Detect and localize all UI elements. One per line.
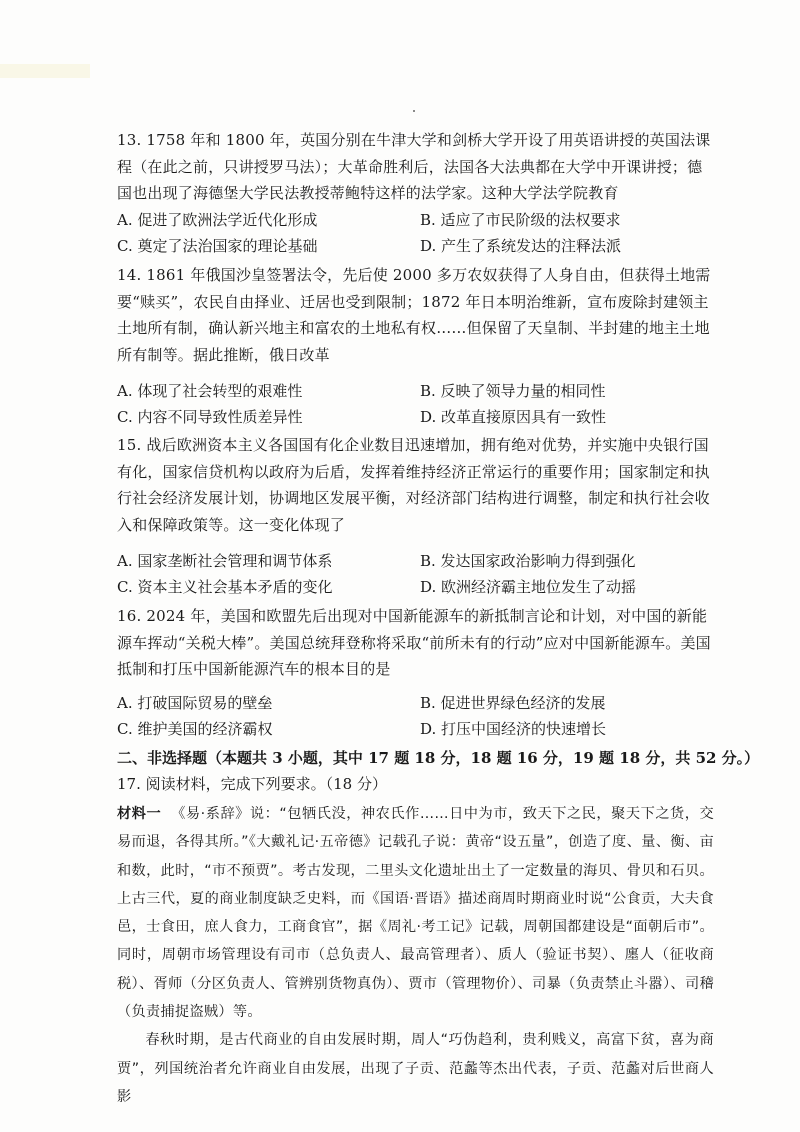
question-15 bbox=[117, 432, 717, 538]
question-16-option-a: A. 打破国际贸易的壁垒 bbox=[117, 694, 273, 712]
question-16-option-c: C. 维护美国的经济霸权 bbox=[117, 720, 273, 738]
section-2-heading: 二、非选择题（本题共 3 小题，其中 17 题 18 分，18 题 16 分，19 题 18 分，共 52 分。） bbox=[117, 749, 760, 767]
question-14-option-d: D. 改革直接原因具有一致性 bbox=[420, 408, 607, 426]
paper-stain bbox=[0, 64, 90, 78]
question-16-stem: 16. 2024 年，美国和欧盟先后出现对中国新能源车的新抵制言论和计划，对中国的新能源车挥动“关税大棒”。美国总统拜登称将采取“前所未有的行动”应对中国新能源车。美国抵制和打压中国新能源汽车的根本目的是 bbox=[117, 607, 711, 678]
question-14-option-a: A. 体现了社会转型的艰难性 bbox=[117, 382, 303, 400]
material-title: 材料一 bbox=[117, 806, 162, 822]
question-14-option-c: C. 内容不同导致性质差异性 bbox=[117, 408, 303, 426]
question-15-stem: 15. 战后欧洲资本主义各国国有化企业数目迅速增加，拥有绝对优势，并实施中央银行国有化，国家信贷机构以政府为后盾，发挥着维持经济正常运行的重要作用；国家制定和执行社会经济发展计划，协调地区发展平衡，对经济部门结构进行调整，制定和执行社会收入和保障政策等。这一变化体现了 bbox=[117, 436, 710, 534]
question-13-option-a: A. 促进了欧洲法学近代化形成 bbox=[117, 211, 318, 229]
question-13-option-c: C. 奠定了法治国家的理论基础 bbox=[117, 237, 318, 255]
question-17-material bbox=[117, 800, 714, 1111]
question-15-option-a: A. 国家垄断社会管理和调节体系 bbox=[117, 552, 333, 570]
question-14-stem: 14. 1861 年俄国沙皇签署法令，先后使 2000 多万农奴获得了人身自由，但获得土地需要“赎买”，农民自由择业、迁居也受到限制；1872 年日本明治维新，宣布废除封建领主土地所有制，确认新兴地主和富农的土地私有权……但保留了天皇制、半封建的地主土地所有制等。据此推断，俄日改革 bbox=[117, 266, 711, 364]
speck bbox=[413, 110, 415, 112]
question-16 bbox=[117, 603, 717, 683]
question-16-option-b: B. 促进世界绿色经济的发展 bbox=[420, 694, 606, 712]
question-17-stem: 17. 阅读材料，完成下列要求。（18 分） bbox=[117, 775, 387, 793]
question-15-option-c: C. 资本主义社会基本矛盾的变化 bbox=[117, 578, 333, 596]
material-text-1: 《易·系辞》说：“包牺氏没，神农氏作……日中为市，致天下之民，聚天下之货，交易而退，各得其所。”《大戴礼记·五帝德》记载孔子说：黄帝“设五量”，创造了度、量、衡、亩和数，此时，“市不预贾”。考古发现，二里头文化遗址出土了一定数量的海贝、骨贝和石贝。上古三代，夏的商业制度缺乏史料，而《国语·晋语》描述商周时期商业时说“公食贡，大夫食邑，士食田，庶人食力，工商食官”，据《周礼·考工记》记载，周朝国都建设是“面朝后市”。同时，周朝市场管理设有司市（总负责人、最高管理者）、质人（验证书契）、廛人（征收商税）、胥师（分区负责人、管辨别货物真伪）、贾市（管理物价）、司暴（负责禁止斗嚣）、司稽（负责捕捉盗贼）等。 bbox=[117, 806, 714, 1021]
question-13-stem: 13. 1758 年和 1800 年，英国分别在牛津大学和剑桥大学开设了用英语讲授的英国法课程（在此之前，只讲授罗马法）；大革命胜利后，法国各大法典都在大学中开课讲授；德国也出现了海德堡大学民法教授蒂鲍特这样的法学家。这种大学法学院教育 bbox=[117, 131, 711, 202]
question-13-option-b: B. 适应了市民阶级的法权要求 bbox=[420, 211, 621, 229]
material-paragraph-1 bbox=[117, 800, 714, 1026]
question-15-option-b: B. 发达国家政治影响力得到强化 bbox=[420, 552, 636, 570]
question-14 bbox=[117, 262, 717, 368]
question-14-option-b: B. 反映了领导力量的相同性 bbox=[420, 382, 606, 400]
question-13-option-d: D. 产生了系统发达的注释法派 bbox=[420, 237, 622, 255]
question-16-option-d: D. 打压中国经济的快速增长 bbox=[420, 720, 607, 738]
question-13 bbox=[117, 127, 717, 207]
material-paragraph-2: 春秋时期，是古代商业的自由发展时期，周人“巧伪趋利，贵利贱义，高富下贫，喜为商贾”，列国统治者允许商业自由发展，出现了子贡、范蠡等杰出代表，子贡、范蠡对后世商人影 bbox=[117, 1032, 714, 1105]
question-15-option-d: D. 欧洲经济霸主地位发生了动摇 bbox=[420, 578, 637, 596]
